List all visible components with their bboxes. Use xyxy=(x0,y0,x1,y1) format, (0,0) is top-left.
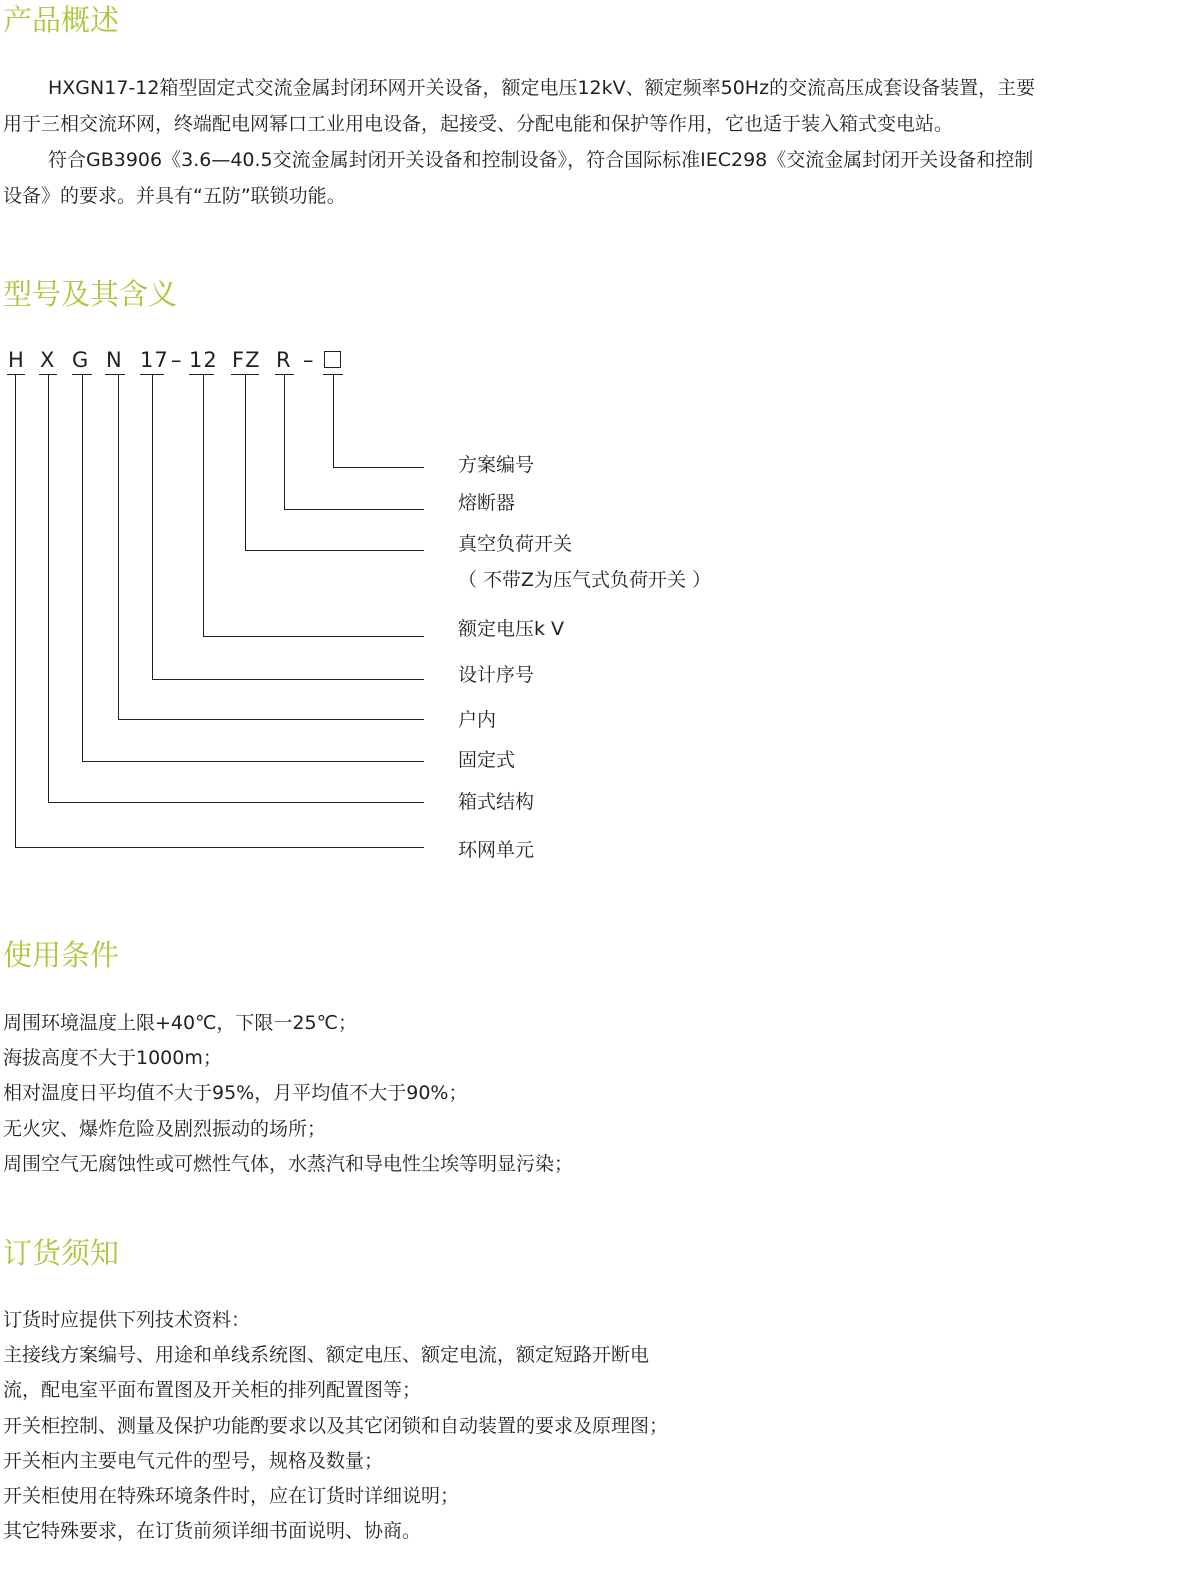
leader-vertical-fuse xyxy=(284,374,285,510)
overview-p2-line2: 设备》的要求。并具有“五防”联锁功能。 xyxy=(3,185,346,207)
overview-p1-line1: HXGN17-12箱型固定式交流金属封闭环网开关设备，额定电压12kV、额定频率50Hz的交流高压成套设备装置，主要 xyxy=(48,77,1036,99)
label-indoor: 户内 xyxy=(458,709,497,731)
section-heading-model: 型号及其含义 xyxy=(3,277,178,311)
code-letters-fz: FZ xyxy=(232,348,261,372)
leader-vertical-design xyxy=(152,374,153,680)
code-separator: – xyxy=(303,348,314,372)
section-heading-overview: 产品概述 xyxy=(3,3,120,37)
code-letter-x: X xyxy=(40,348,56,372)
leader-horizontal-scheme xyxy=(333,467,424,468)
section-heading-conditions: 使用条件 xyxy=(3,938,120,972)
leader-horizontal-design xyxy=(152,679,424,680)
leader-horizontal-fuse xyxy=(284,509,424,510)
label-rated-voltage: 额定电压k V xyxy=(458,618,565,640)
leader-horizontal-box xyxy=(48,802,424,803)
leader-horizontal-indoor xyxy=(118,719,424,720)
leader-horizontal-vacuum xyxy=(245,550,424,551)
code-number-12: 12 xyxy=(189,348,218,372)
list-item: 开关柜内主要电气元件的型号，规格及数量； xyxy=(3,1449,384,1472)
list-item: 订货时应提供下列技术资料： xyxy=(3,1309,251,1331)
overview-paragraph xyxy=(3,70,1195,214)
list-item: 开关柜使用在特殊环境条件时，应在订货时详细说明； xyxy=(3,1485,460,1508)
leader-vertical-ring xyxy=(15,374,16,848)
list-item: 主接线方案编号、用途和单线系统图、额定电压、额定电流，额定短路开断电 xyxy=(3,1344,650,1367)
code-letter-n: N xyxy=(106,348,123,372)
label-design-number: 设计序号 xyxy=(458,664,535,686)
overview-p2-line1: 符合GB3906《3.6—40.5交流金属封闭开关设备和控制设备》，符合国际标准IEC298《交流金属封闭开关设备和控制 xyxy=(48,149,1034,171)
underline-12 xyxy=(189,374,214,375)
list-item: 周围环境温度上限+40℃，下限一25℃； xyxy=(3,1012,357,1034)
label-scheme-number: 方案编号 xyxy=(458,454,535,476)
label-box-structure: 箱式结构 xyxy=(458,791,535,813)
code-letter-g: G xyxy=(72,348,90,372)
list-item: 相对温度日平均值不大于95%，月平均值不大于90%； xyxy=(3,1082,468,1105)
leader-vertical-voltage xyxy=(203,374,204,637)
label-fixed: 固定式 xyxy=(458,749,516,771)
label-ring-unit: 环网单元 xyxy=(458,839,535,861)
leader-vertical-indoor xyxy=(118,374,119,720)
overview-p1-line2: 用于三相交流环网，终端配电网幂口工业用电设备，起接受、分配电能和保护等作用，它也适于装入箱式变电站。 xyxy=(3,113,954,135)
leader-horizontal-fixed xyxy=(82,761,424,762)
leader-vertical-box xyxy=(48,374,49,803)
list-item: 开关柜控制、测量及保护功能酌要求以及其它闭锁和自动装置的要求及原理图； xyxy=(3,1414,669,1437)
leader-vertical-scheme xyxy=(333,374,334,468)
underline-n xyxy=(105,374,125,375)
label-vacuum-switch: 真空负荷开关 xyxy=(458,533,573,555)
list-item: 海拔高度不大于1000m； xyxy=(3,1047,222,1070)
list-item: 其它特殊要求，在订货前须详细书面说明、协商。 xyxy=(3,1520,422,1543)
conditions-list xyxy=(3,1006,573,1182)
leader-horizontal-ring xyxy=(15,847,424,848)
leader-vertical-vacuum xyxy=(245,374,246,551)
code-separator: – xyxy=(171,348,182,372)
code-letter-h: H xyxy=(8,348,25,372)
leader-horizontal-voltage xyxy=(203,636,424,637)
code-number-17: 17 xyxy=(140,348,169,372)
label-fuse: 熔断器 xyxy=(458,492,516,514)
ordering-list xyxy=(3,1303,668,1549)
list-item: 流，配电室平面布置图及开关柜的排列配置图等； xyxy=(3,1379,422,1402)
list-item: 周围空气无腐蚀性或可燃性气体，水蒸汽和导电性尘埃等明显污染； xyxy=(3,1152,574,1175)
section-heading-ordering: 订货须知 xyxy=(3,1236,120,1270)
code-letter-r: R xyxy=(276,348,292,372)
leader-vertical-fixed xyxy=(82,374,83,762)
scheme-number-box xyxy=(324,351,341,368)
label-vacuum-note: （ 不带Z为压气式负荷开关 ） xyxy=(458,569,712,591)
list-item: 无火灾、爆炸危险及剧烈振动的场所； xyxy=(3,1117,327,1140)
